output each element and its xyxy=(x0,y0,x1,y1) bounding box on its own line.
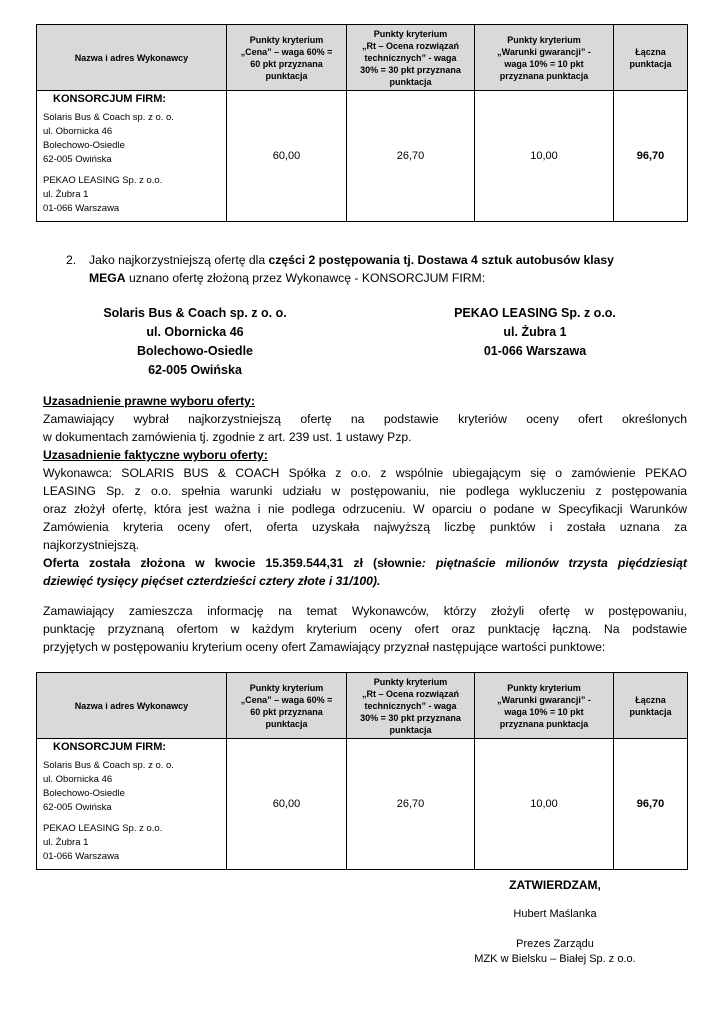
header-total: Łączna punktacja xyxy=(614,25,688,91)
header-contractor: Nazwa i adres Wykonawcy xyxy=(37,673,227,739)
firm-pekao-address: PEKAO LEASING Sp. z o.o. ul. Żubra 1 01-066 Warszawa xyxy=(43,823,163,862)
firm-pekao-address: PEKAO LEASING Sp. z o.o. ul. Żubra 1 01-066 Warszawa xyxy=(43,175,163,214)
price-score: 60,00 xyxy=(227,739,347,870)
total-score: 96,70 xyxy=(614,91,688,222)
consortium-label: KONSORCJUM FIRM: xyxy=(53,93,167,105)
header-price: Punkty kryterium „Cena” – waga 60% = 60 pkt przyznana punktacja xyxy=(227,673,347,739)
rt-score: 26,70 xyxy=(347,739,475,870)
table-header-row xyxy=(37,673,688,739)
header-rt: Punkty kryterium „Rt – Ocena rozwiązań technicznych” - waga 30% = 30 pkt przyznana punktacja xyxy=(347,673,475,739)
scoring-table-2 xyxy=(36,672,688,870)
total-score: 96,70 xyxy=(614,739,688,870)
firm-solaris-address: Solaris Bus & Coach sp. z o. o. ul. Obornicka 46 Bolechowo-Osiedle 62-005 Owińska xyxy=(43,760,174,813)
factual-heading: Uzasadnienie faktyczne wyboru oferty: xyxy=(43,448,268,462)
warranty-score: 10,00 xyxy=(475,739,614,870)
header-price: Punkty kryterium „Cena” – waga 60% = 60 pkt przyznana punktacja xyxy=(227,25,347,91)
rt-score: 26,70 xyxy=(347,91,475,222)
signatory-organization: MZK w Bielsku – Białej Sp. z o.o. xyxy=(474,953,636,965)
point-number: 2. xyxy=(66,253,77,267)
point-2-text: Jako najkorzystniejszą ofertę dla części 2 postępowania tj. Dostawa 4 sztuk autobusów klasy MEGA uznano ofertę złożoną przez Wykonawcę - KONSORCJUM FIRM: xyxy=(89,253,614,285)
consortium-label: KONSORCJUM FIRM: xyxy=(53,741,167,753)
table-row xyxy=(37,91,688,222)
approval-label: ZATWIERDZAM, xyxy=(509,878,601,892)
winner-address-solaris: Solaris Bus & Coach sp. z o. o. ul. Obornicka 46 Bolechowo-Osiedle 62-005 Owińska xyxy=(103,306,287,377)
winner-address-pekao: PEKAO LEASING Sp. z o.o. ul. Żubra 1 01-066 Warszawa xyxy=(454,306,616,358)
warranty-score: 10,00 xyxy=(475,91,614,222)
header-warranty: Punkty kryterium „Warunki gwarancji” - waga 10% = 10 pkt przyznana punktacja xyxy=(475,673,614,739)
header-rt: Punkty kryterium „Rt – Ocena rozwiązań technicznych” - waga 30% = 30 pkt przyznana punktacja xyxy=(347,25,475,91)
table-row xyxy=(37,739,688,870)
signatory-title: Prezes Zarządu xyxy=(516,938,594,950)
table-header-row xyxy=(37,25,688,91)
firm-solaris-address: Solaris Bus & Coach sp. z o. o. ul. Obornicka 46 Bolechowo-Osiedle 62-005 Owińska xyxy=(43,112,174,165)
header-warranty: Punkty kryterium „Warunki gwarancji” - waga 10% = 10 pkt przyznana punktacja xyxy=(475,25,614,91)
legal-justification: Uzasadnienie prawne wyboru oferty: Zamawiający wybrał najkorzystniejszą ofertę na podstawie kryteriów oceny ofert określonych w dokumentach zamówienia tj. zgodnie z art. 239 ust. 1 ustawy Pzp. Uzasadnienie faktyczne wyboru oferty: Wykonawca: SOLARIS BUS & COACH Spółka z o.o. z wspólnie ubiegającym się o zamówienie PEKAO LEASING Sp. z o.o. spełnia warunki udziału w postępowaniu, nie podlega wykluczeniu z postępowania oraz złożył ofertę, która jest ważna i nie podlega odrzuceniu. W oparciu o podane w Specyfikacji Warunków Zamówienia kryteria oceny ofert, oferta uzyskała najwyższą liczbę punktów i została uznana za najkorzystniejszą. Oferta została złożona w kwocie 15.359.544,31 zł (słownie: piętnaście milionów trzysta pięćdziesiąt dziewięć tysięcy pięćset czterdzieści cztery złote i 31/100). xyxy=(43,394,687,588)
signatory-name: Hubert Maślanka xyxy=(513,908,597,920)
header-contractor: Nazwa i adres Wykonawcy xyxy=(37,25,227,91)
header-total: Łączna punktacja xyxy=(614,673,688,739)
contractor-cell xyxy=(37,91,227,222)
price-score: 60,00 xyxy=(227,91,347,222)
scoring-table-1 xyxy=(36,24,688,222)
contractor-cell xyxy=(37,739,227,870)
legal-heading: Uzasadnienie prawne wyboru oferty: xyxy=(43,394,255,408)
scoring-info-paragraph: Zamawiający zamieszcza informację na temat Wykonawców, którzy złożyli ofertę w postępowaniu, punktację przyznaną ofertom w każdym kryterium oceny ofert oraz punktację łączną. Na podstawie przyjętych w postępowaniu kryterium oceny ofert Zamawiający przyznał następujące wartości punktowe: xyxy=(43,604,687,654)
